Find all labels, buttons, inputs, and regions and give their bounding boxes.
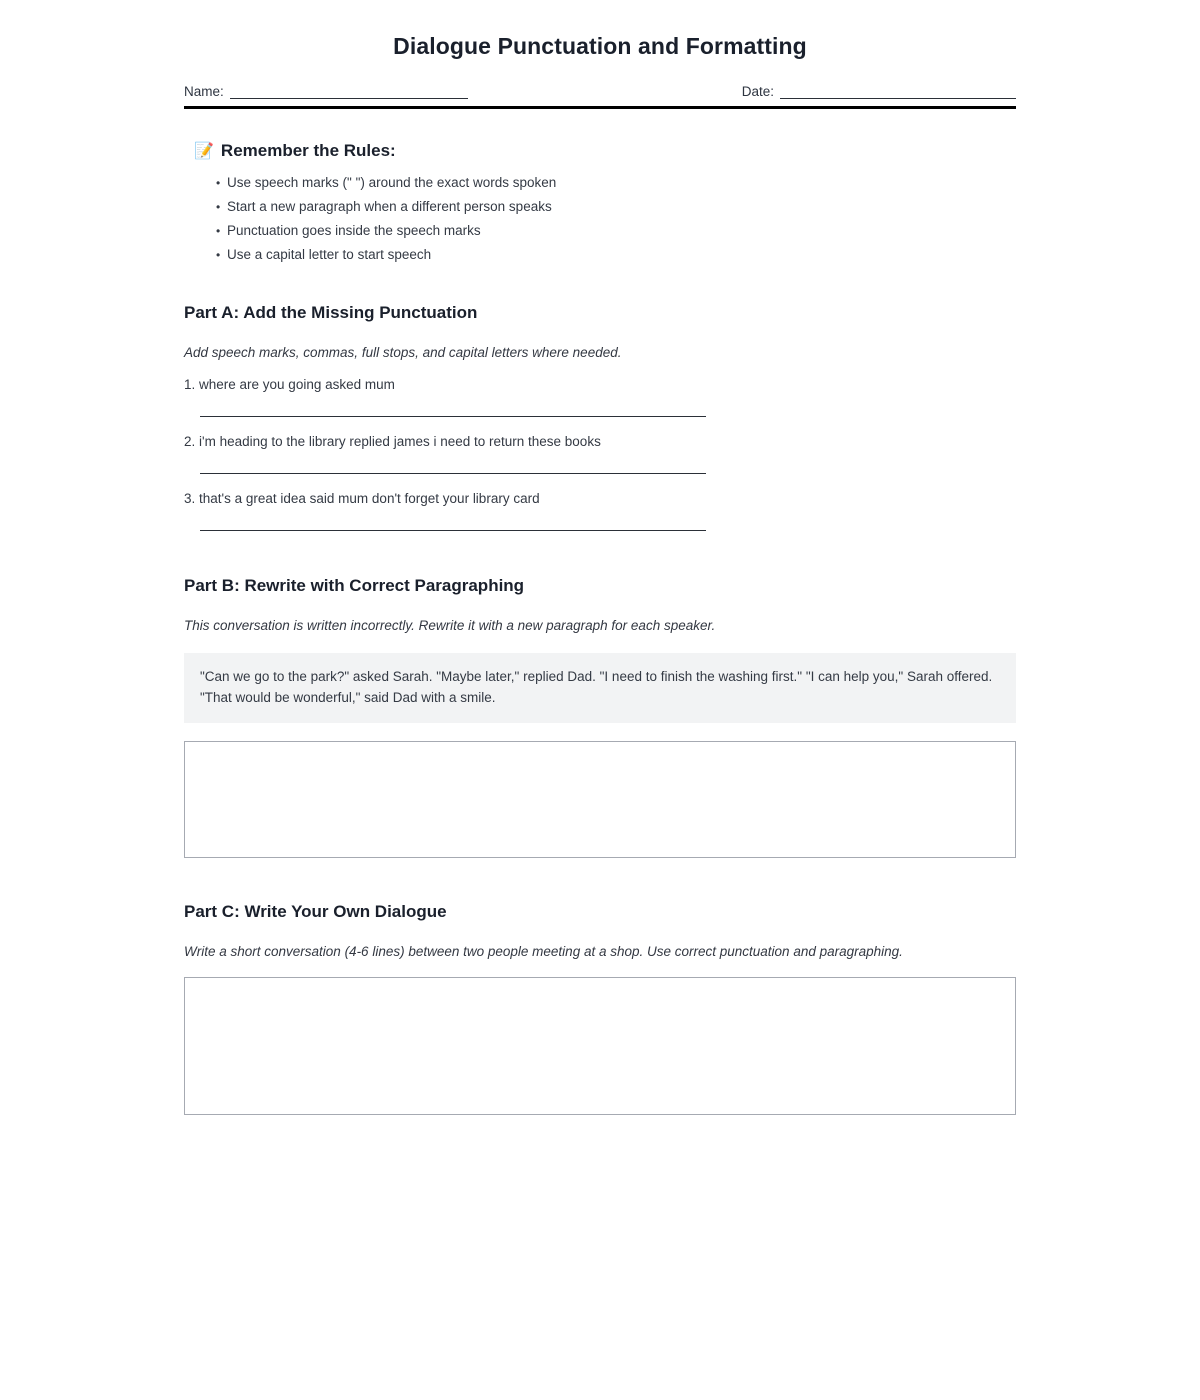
- question-text: 3. that's a great idea said mum don't forget your library card: [184, 491, 540, 506]
- rules-heading: [194, 141, 1016, 161]
- page-title: Dialogue Punctuation and Formatting: [393, 33, 807, 59]
- name-field[interactable]: [184, 84, 468, 99]
- answer-write-line[interactable]: [200, 416, 706, 417]
- header-divider: [184, 106, 1016, 109]
- date-write-line[interactable]: [780, 85, 1016, 99]
- section-part-a: [184, 303, 1016, 531]
- date-field[interactable]: [742, 84, 1016, 99]
- section-part-b: [184, 576, 1016, 858]
- section-part-c: [184, 902, 1016, 1115]
- question-text: 1. where are you going asked mum: [184, 377, 395, 392]
- rules-block: [184, 141, 1016, 267]
- answer-write-line[interactable]: [200, 530, 706, 531]
- answer-write-line[interactable]: [200, 473, 706, 474]
- rules-list: [194, 171, 1016, 267]
- part-a-heading: Part A: Add the Missing Punctuation: [184, 303, 478, 322]
- worksheet-content: [184, 0, 1016, 1115]
- memo-icon: 📝: [194, 141, 214, 160]
- part-b-passage: "Can we go to the park?" asked Sarah. "Maybe later," replied Dad. "I need to finish the washing first." "I can help you," Sarah offered. "That would be wonderful," said Dad with a smile.: [184, 653, 1016, 723]
- list-item: • Start a new paragraph when a different person speaks: [216, 195, 1016, 219]
- rules-heading-label: Remember the Rules:: [220, 141, 396, 160]
- part-c-heading: Part C: Write Your Own Dialogue: [184, 902, 447, 921]
- part-a-question-list: [184, 376, 1016, 531]
- date-label: Date:: [741, 84, 774, 99]
- question-item: [184, 433, 1016, 474]
- name-label: Name:: [184, 84, 224, 99]
- question-text: 2. i'm heading to the library replied james i need to return these books: [184, 434, 601, 449]
- part-b-answer-box[interactable]: [184, 741, 1016, 858]
- part-c-instruction: Write a short conversation (4-6 lines) between two people meeting at a shop. Use correct punctuation and paragraphing.: [184, 944, 903, 959]
- name-date-row: [184, 84, 1016, 99]
- part-b-instruction: This conversation is written incorrectly. Rewrite it with a new paragraph for each speaker.: [184, 618, 716, 633]
- list-item: • Punctuation goes inside the speech marks: [216, 219, 1016, 243]
- question-item: [184, 376, 1016, 417]
- part-c-answer-box[interactable]: [184, 977, 1016, 1115]
- part-a-instruction: Add speech marks, commas, full stops, and capital letters where needed.: [184, 345, 622, 360]
- name-write-line[interactable]: [230, 85, 468, 99]
- list-item: • Use a capital letter to start speech: [216, 243, 1016, 267]
- list-item: • Use speech marks (" ") around the exact words spoken: [216, 171, 1016, 195]
- question-item: [184, 490, 1016, 531]
- part-b-heading: Part B: Rewrite with Correct Paragraphing: [184, 576, 525, 595]
